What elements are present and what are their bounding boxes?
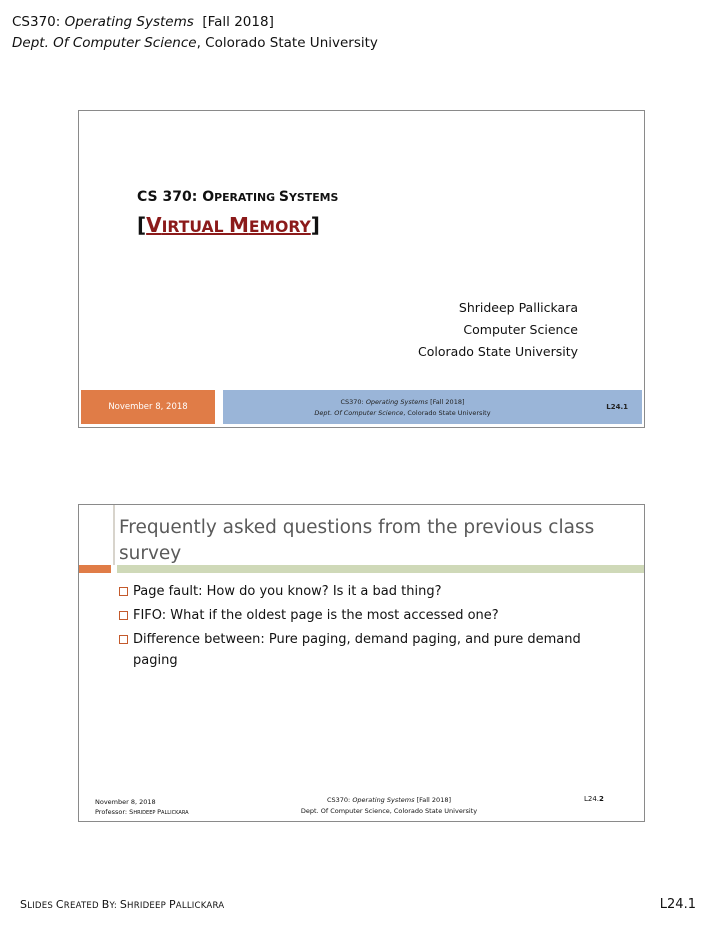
- lecture-topic: [VIRTUAL MEMORY]: [137, 213, 320, 237]
- header-university: , Colorado State University: [196, 35, 378, 51]
- accent-bar-green: [117, 565, 644, 573]
- title-divider: [113, 505, 115, 565]
- slide-number: L24.2: [584, 795, 604, 803]
- author-department: Computer Science: [463, 322, 578, 337]
- accent-bar-orange: [79, 565, 111, 573]
- header-course-name: Operating Systems: [64, 14, 194, 30]
- checkbox-bullet-icon: [119, 635, 128, 644]
- slide-footer-date: November 8, 2018: [81, 390, 215, 424]
- header-course-prefix: CS370:: [12, 14, 65, 30]
- slide-footer-left: [95, 797, 189, 818]
- bullet-item: FIFO: What if the oldest page is the most accessed one?: [119, 605, 599, 626]
- footer-professor: Professor: SHRIDEEP PALLICKARA: [95, 808, 189, 816]
- header-course-line: [12, 12, 378, 33]
- slide-footer-info: [223, 390, 642, 424]
- slide-2: [78, 504, 645, 822]
- checkbox-bullet-icon: [119, 587, 128, 596]
- author-name: Shrideep Pallickara: [458, 300, 578, 315]
- course-title: CS 370: OPERATING SYSTEMS: [137, 189, 339, 205]
- page-number: L24.1: [659, 897, 696, 912]
- bullet-item: Page fault: How do you know? Is it a bad thing?: [119, 581, 599, 602]
- checkbox-bullet-icon: [119, 611, 128, 620]
- author-university: Colorado State University: [418, 344, 578, 359]
- header-dept: Dept. Of Computer Science: [12, 35, 197, 51]
- page-header: [12, 12, 378, 54]
- page-footer-credit: SLIDES CREATED BY: SHRIDEEP PALLICKARA: [20, 898, 225, 911]
- slide-1: [78, 110, 645, 428]
- header-dept-line: [12, 33, 378, 54]
- bullet-item: Difference between: Pure paging, demand paging, and pure demand paging: [119, 629, 599, 671]
- slide-footer-course: CS370: Operating Systems [Fall 2018] Dept. Of Computer Science, Colorado State University: [300, 796, 478, 815]
- slide-title: Frequently asked questions from the previous class survey: [119, 517, 595, 564]
- slide-number: L24.1: [606, 403, 628, 411]
- author-block: [418, 297, 578, 363]
- header-term: [Fall 2018]: [193, 14, 274, 30]
- footer-date: November 8, 2018: [95, 798, 156, 806]
- slide-footer-course: CS370: Operating Systems [Fall 2018] Dept. Of Computer Science, Colorado State University: [314, 398, 491, 417]
- bullet-list: [119, 581, 599, 674]
